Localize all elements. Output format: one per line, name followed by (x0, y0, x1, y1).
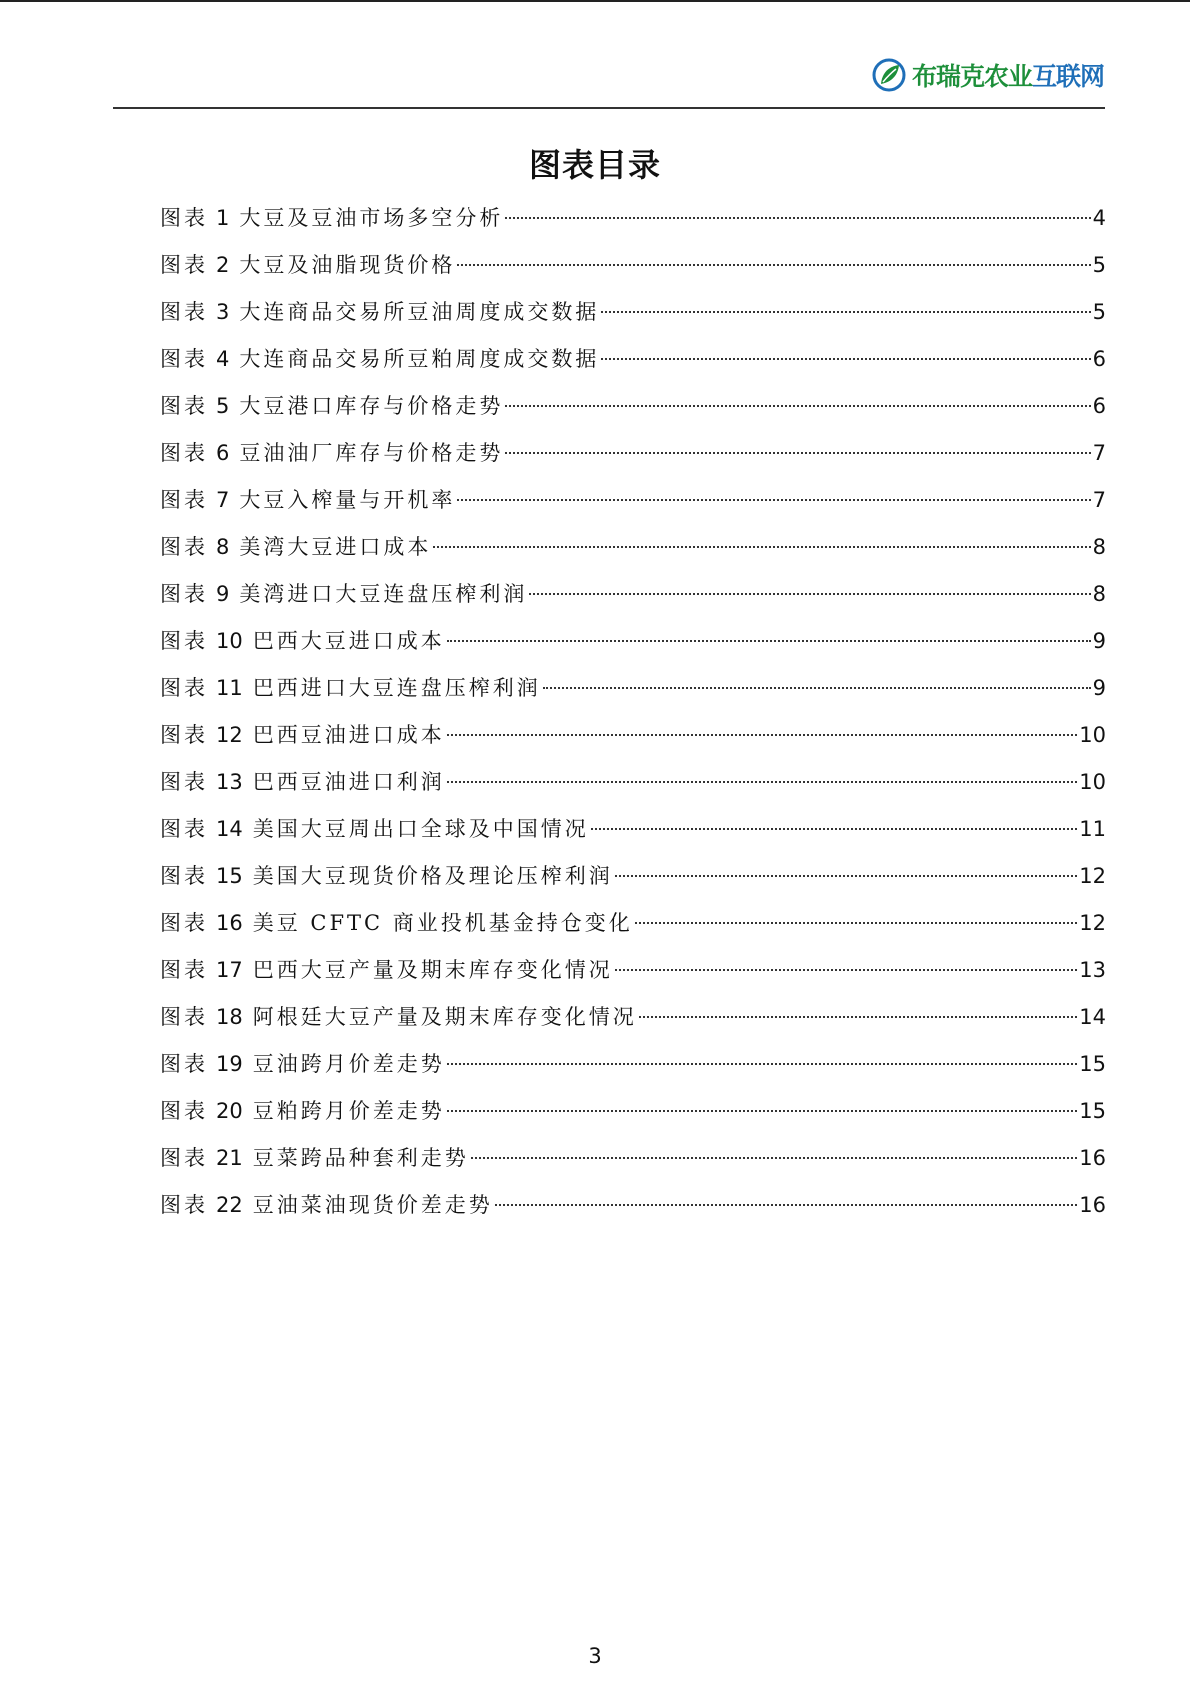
page-top-border (0, 0, 1190, 2)
toc-entry-number: 12 (216, 723, 243, 747)
toc-entry[interactable] (160, 999, 1106, 1046)
toc-entry-number: 13 (216, 770, 243, 794)
toc-entry[interactable] (160, 341, 1106, 388)
toc-entry-page: 7 (1092, 488, 1106, 512)
toc-entry-title: 大豆入榨量与开机率 (239, 488, 456, 512)
toc-entry[interactable] (160, 435, 1106, 482)
toc-dot-leader (447, 640, 1091, 642)
toc-entry-title: 大豆及油脂现货价格 (239, 253, 456, 277)
toc-entry-number: 16 (216, 911, 243, 935)
toc-entry[interactable] (160, 576, 1106, 623)
toc-entry-title: 豆油油厂库存与价格走势 (239, 441, 504, 465)
toc-entry-page: 16 (1079, 1193, 1106, 1217)
toc-entry-prefix: 图表 (160, 253, 208, 277)
toc-entry-page: 15 (1079, 1099, 1106, 1123)
toc-entry-page: 5 (1092, 300, 1106, 324)
toc-entry-title: 豆粕跨月价差走势 (252, 1099, 445, 1123)
toc-dot-leader (529, 593, 1090, 595)
toc-entry-page: 4 (1092, 206, 1106, 230)
toc-entry-page: 10 (1079, 770, 1106, 794)
logo-text-blue: 互联网 (1031, 62, 1104, 91)
toc-entry-number: 15 (216, 864, 243, 888)
toc-entry-prefix: 图表 (160, 347, 208, 371)
toc-entry-number: 21 (216, 1146, 243, 1170)
page-number: 3 (588, 1644, 602, 1668)
toc-entry[interactable] (160, 529, 1106, 576)
toc-entry-prefix: 图表 (160, 441, 208, 465)
toc-entry[interactable] (160, 670, 1106, 717)
toc-dot-leader (635, 922, 1077, 924)
toc-entry-prefix: 图表 (160, 1052, 208, 1076)
toc-entry-number: 14 (216, 817, 243, 841)
toc-dot-leader (591, 828, 1078, 830)
toc-entry[interactable] (160, 717, 1106, 764)
toc-entry[interactable] (160, 388, 1106, 435)
toc-entry-prefix: 图表 (160, 535, 208, 559)
toc-entry-prefix: 图表 (160, 1099, 208, 1123)
toc-entry-page: 12 (1079, 864, 1106, 888)
toc-entry[interactable] (160, 1046, 1106, 1093)
header-rule (113, 107, 1105, 109)
toc-entry-page: 16 (1079, 1146, 1106, 1170)
toc-entry-page: 10 (1079, 723, 1106, 747)
toc-entry-title: 美国大豆周出口全球及中国情况 (252, 817, 589, 841)
toc-entry-number: 5 (216, 394, 230, 418)
toc-entry-page: 8 (1092, 535, 1106, 559)
toc-dot-leader (457, 499, 1090, 501)
toc-entry-title: 阿根廷大豆产量及期末库存变化情况 (252, 1005, 637, 1029)
toc-entry[interactable] (160, 764, 1106, 811)
toc-entry-title: 美豆 CFTC 商业投机基金持仓变化 (252, 911, 633, 935)
toc-entry-prefix: 图表 (160, 1146, 208, 1170)
toc-entry-number: 2 (216, 253, 230, 277)
toc-entry-prefix: 图表 (160, 300, 208, 324)
toc-entry[interactable] (160, 482, 1106, 529)
logo-text-green: 布瑞克农业 (911, 62, 1032, 91)
toc-title: 图表目录 (528, 146, 661, 184)
toc-list (160, 200, 1106, 1234)
toc-dot-leader (601, 311, 1090, 313)
toc-entry-page: 9 (1092, 676, 1106, 700)
toc-entry-prefix: 图表 (160, 582, 208, 606)
toc-entry[interactable] (160, 294, 1106, 341)
toc-dot-leader (447, 734, 1078, 736)
toc-entry-prefix: 图表 (160, 488, 208, 512)
toc-entry-page: 7 (1092, 441, 1106, 465)
toc-entry-prefix: 图表 (160, 723, 208, 747)
toc-dot-leader (471, 1157, 1078, 1159)
toc-dot-leader (457, 264, 1090, 266)
toc-dot-leader (615, 875, 1078, 877)
toc-entry[interactable] (160, 811, 1106, 858)
toc-entry-title: 巴西大豆进口成本 (252, 629, 445, 653)
toc-dot-leader (447, 1110, 1078, 1112)
toc-entry-number: 22 (216, 1193, 243, 1217)
toc-entry-page: 9 (1092, 629, 1106, 653)
toc-entry-page: 12 (1079, 911, 1106, 935)
toc-entry[interactable] (160, 858, 1106, 905)
toc-entry-number: 4 (216, 347, 230, 371)
toc-entry-page: 14 (1079, 1005, 1106, 1029)
toc-dot-leader (505, 452, 1090, 454)
toc-dot-leader (543, 687, 1091, 689)
toc-entry-title: 大连商品交易所豆粕周度成交数据 (239, 347, 600, 371)
toc-entry-prefix: 图表 (160, 817, 208, 841)
toc-entry[interactable] (160, 952, 1106, 999)
toc-entry-title: 豆油菜油现货价差走势 (252, 1193, 493, 1217)
toc-entry-number: 19 (216, 1052, 243, 1076)
toc-entry[interactable] (160, 1093, 1106, 1140)
toc-dot-leader (433, 546, 1090, 548)
leaf-globe-icon (872, 58, 906, 92)
toc-entry-page: 5 (1092, 253, 1106, 277)
toc-entry-number: 9 (216, 582, 230, 606)
toc-entry-title: 美国大豆现货价格及理论压榨利润 (252, 864, 613, 888)
toc-entry-prefix: 图表 (160, 394, 208, 418)
toc-entry-number: 18 (216, 1005, 243, 1029)
toc-entry-prefix: 图表 (160, 864, 208, 888)
toc-dot-leader (495, 1204, 1078, 1206)
toc-entry[interactable] (160, 247, 1106, 294)
toc-entry-number: 6 (216, 441, 230, 465)
toc-dot-leader (447, 781, 1078, 783)
toc-entry-page: 11 (1079, 817, 1106, 841)
toc-entry-number: 11 (216, 676, 243, 700)
toc-entry-page: 15 (1079, 1052, 1106, 1076)
toc-entry-number: 7 (216, 488, 230, 512)
toc-entry-page: 6 (1092, 347, 1106, 371)
toc-entry-title: 美湾进口大豆连盘压榨利润 (239, 582, 528, 606)
toc-entry-title: 巴西豆油进口利润 (252, 770, 445, 794)
toc-entry[interactable] (160, 200, 1106, 247)
toc-entry-prefix: 图表 (160, 1005, 208, 1029)
toc-entry-title: 美湾大豆进口成本 (239, 535, 432, 559)
toc-entry-prefix: 图表 (160, 1193, 208, 1217)
toc-entry-prefix: 图表 (160, 206, 208, 230)
toc-entry[interactable] (160, 1140, 1106, 1187)
toc-entry-title: 豆菜跨品种套利走势 (252, 1146, 469, 1170)
toc-entry-title: 巴西大豆产量及期末库存变化情况 (252, 958, 613, 982)
toc-entry-number: 17 (216, 958, 243, 982)
toc-entry-prefix: 图表 (160, 911, 208, 935)
toc-entry-number: 20 (216, 1099, 243, 1123)
toc-entry-title: 巴西进口大豆连盘压榨利润 (252, 676, 541, 700)
toc-dot-leader (505, 217, 1090, 219)
toc-entry-title: 大豆港口库存与价格走势 (239, 394, 504, 418)
toc-entry-page: 6 (1092, 394, 1106, 418)
logo-wordmark (912, 57, 1104, 93)
toc-entry-prefix: 图表 (160, 629, 208, 653)
toc-entry[interactable] (160, 623, 1106, 670)
toc-entry-prefix: 图表 (160, 676, 208, 700)
toc-entry[interactable] (160, 905, 1106, 952)
toc-entry-prefix: 图表 (160, 958, 208, 982)
toc-dot-leader (505, 405, 1090, 407)
toc-dot-leader (639, 1016, 1078, 1018)
company-logo (872, 58, 1104, 92)
toc-entry-prefix: 图表 (160, 770, 208, 794)
toc-entry[interactable] (160, 1187, 1106, 1234)
toc-entry-title: 大连商品交易所豆油周度成交数据 (239, 300, 600, 324)
toc-entry-number: 1 (216, 206, 230, 230)
toc-entry-title: 豆油跨月价差走势 (252, 1052, 445, 1076)
toc-entry-number: 10 (216, 629, 243, 653)
toc-dot-leader (447, 1063, 1078, 1065)
toc-entry-title: 大豆及豆油市场多空分析 (239, 206, 504, 230)
toc-entry-page: 8 (1092, 582, 1106, 606)
toc-dot-leader (601, 358, 1090, 360)
toc-entry-number: 3 (216, 300, 230, 324)
toc-entry-title: 巴西豆油进口成本 (252, 723, 445, 747)
toc-entry-page: 13 (1079, 958, 1106, 982)
toc-entry-number: 8 (216, 535, 230, 559)
toc-dot-leader (615, 969, 1078, 971)
